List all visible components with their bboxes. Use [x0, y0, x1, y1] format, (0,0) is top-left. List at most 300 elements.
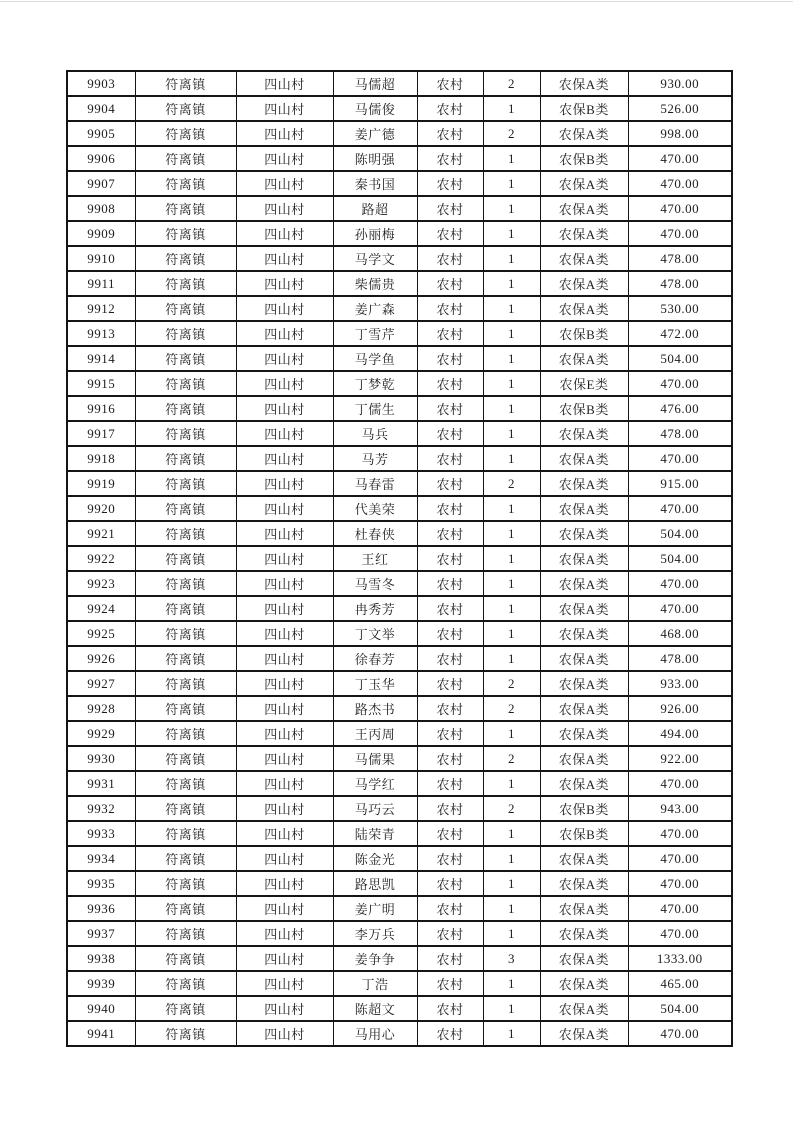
cell-id: 9911: [67, 271, 135, 296]
cell-village: 四山村: [236, 96, 333, 121]
cell-town: 符离镇: [135, 971, 236, 996]
cell-town: 符离镇: [135, 271, 236, 296]
cell-town: 符离镇: [135, 171, 236, 196]
cell-id: 9928: [67, 696, 135, 721]
table-row: [67, 296, 732, 321]
cell-amount: 922.00: [628, 746, 732, 771]
table-row: [67, 171, 732, 196]
cell-residence: 农村: [417, 1021, 483, 1046]
cell-id: 9930: [67, 746, 135, 771]
cell-count: 2: [483, 471, 540, 496]
cell-count: 1: [483, 1021, 540, 1046]
cell-category: 农保A类: [540, 471, 628, 496]
cell-amount: 526.00: [628, 96, 732, 121]
cell-category: 农保A类: [540, 971, 628, 996]
cell-amount: 494.00: [628, 721, 732, 746]
cell-name: 丁浩: [333, 971, 417, 996]
cell-village: 四山村: [236, 321, 333, 346]
cell-village: 四山村: [236, 721, 333, 746]
pension-roster-table: [66, 70, 733, 1047]
cell-village: 四山村: [236, 196, 333, 221]
cell-count: 2: [483, 71, 540, 96]
cell-category: 农保A类: [540, 496, 628, 521]
cell-name: 马兵: [333, 421, 417, 446]
cell-residence: 农村: [417, 446, 483, 471]
cell-town: 符离镇: [135, 221, 236, 246]
cell-count: 1: [483, 321, 540, 346]
cell-village: 四山村: [236, 571, 333, 596]
table-row: [67, 96, 732, 121]
cell-name: 秦书国: [333, 171, 417, 196]
cell-town: 符离镇: [135, 621, 236, 646]
cell-category: 农保A类: [540, 646, 628, 671]
cell-village: 四山村: [236, 996, 333, 1021]
cell-category: 农保A类: [540, 71, 628, 96]
cell-category: 农保A类: [540, 446, 628, 471]
cell-town: 符离镇: [135, 246, 236, 271]
cell-id: 9936: [67, 896, 135, 921]
cell-town: 符离镇: [135, 196, 236, 221]
cell-residence: 农村: [417, 521, 483, 546]
table-row: [67, 146, 732, 171]
cell-village: 四山村: [236, 771, 333, 796]
cell-id: 9941: [67, 1021, 135, 1046]
cell-category: 农保B类: [540, 321, 628, 346]
cell-id: 9935: [67, 871, 135, 896]
cell-name: 丁玉华: [333, 671, 417, 696]
table-row: [67, 396, 732, 421]
cell-count: 1: [483, 846, 540, 871]
cell-residence: 农村: [417, 396, 483, 421]
cell-town: 符离镇: [135, 721, 236, 746]
cell-town: 符离镇: [135, 446, 236, 471]
cell-town: 符离镇: [135, 796, 236, 821]
cell-town: 符离镇: [135, 846, 236, 871]
cell-id: 9905: [67, 121, 135, 146]
cell-id: 9925: [67, 621, 135, 646]
cell-amount: 478.00: [628, 271, 732, 296]
cell-category: 农保A类: [540, 996, 628, 1021]
cell-residence: 农村: [417, 821, 483, 846]
cell-village: 四山村: [236, 846, 333, 871]
cell-id: 9937: [67, 921, 135, 946]
cell-village: 四山村: [236, 671, 333, 696]
cell-name: 马儒俊: [333, 96, 417, 121]
cell-category: 农保A类: [540, 596, 628, 621]
cell-name: 马学红: [333, 771, 417, 796]
cell-residence: 农村: [417, 471, 483, 496]
cell-amount: 930.00: [628, 71, 732, 96]
cell-town: 符离镇: [135, 146, 236, 171]
cell-residence: 农村: [417, 746, 483, 771]
cell-count: 1: [483, 296, 540, 321]
cell-town: 符离镇: [135, 521, 236, 546]
cell-name: 丁梦乾: [333, 371, 417, 396]
cell-category: 农保A类: [540, 946, 628, 971]
cell-residence: 农村: [417, 621, 483, 646]
cell-village: 四山村: [236, 121, 333, 146]
cell-category: 农保A类: [540, 246, 628, 271]
cell-category: 农保B类: [540, 821, 628, 846]
cell-amount: 943.00: [628, 796, 732, 821]
cell-residence: 农村: [417, 546, 483, 571]
cell-village: 四山村: [236, 496, 333, 521]
table-row: [67, 721, 732, 746]
table-row: [67, 346, 732, 371]
table-row: [67, 221, 732, 246]
table-row: [67, 871, 732, 896]
cell-village: 四山村: [236, 296, 333, 321]
cell-count: 1: [483, 571, 540, 596]
table-row: [67, 996, 732, 1021]
cell-category: 农保A类: [540, 271, 628, 296]
cell-count: 1: [483, 171, 540, 196]
cell-name: 姜争争: [333, 946, 417, 971]
cell-amount: 470.00: [628, 921, 732, 946]
cell-count: 1: [483, 871, 540, 896]
cell-id: 9939: [67, 971, 135, 996]
cell-village: 四山村: [236, 971, 333, 996]
cell-count: 1: [483, 921, 540, 946]
cell-village: 四山村: [236, 621, 333, 646]
table-row: [67, 846, 732, 871]
cell-residence: 农村: [417, 96, 483, 121]
cell-amount: 926.00: [628, 696, 732, 721]
cell-name: 柴儒贵: [333, 271, 417, 296]
cell-id: 9921: [67, 521, 135, 546]
cell-category: 农保E类: [540, 371, 628, 396]
cell-village: 四山村: [236, 396, 333, 421]
cell-count: 1: [483, 646, 540, 671]
cell-residence: 农村: [417, 896, 483, 921]
cell-count: 2: [483, 746, 540, 771]
cell-town: 符离镇: [135, 371, 236, 396]
cell-count: 1: [483, 496, 540, 521]
cell-village: 四山村: [236, 546, 333, 571]
cell-name: 马儒果: [333, 746, 417, 771]
cell-residence: 农村: [417, 346, 483, 371]
table-row: [67, 521, 732, 546]
cell-amount: 470.00: [628, 896, 732, 921]
cell-amount: 472.00: [628, 321, 732, 346]
cell-town: 符离镇: [135, 396, 236, 421]
cell-town: 符离镇: [135, 321, 236, 346]
cell-count: 1: [483, 621, 540, 646]
cell-residence: 农村: [417, 196, 483, 221]
cell-amount: 530.00: [628, 296, 732, 321]
cell-residence: 农村: [417, 71, 483, 96]
cell-id: 9909: [67, 221, 135, 246]
table-row: [67, 921, 732, 946]
cell-village: 四山村: [236, 871, 333, 896]
cell-name: 孙丽梅: [333, 221, 417, 246]
cell-name: 马巧云: [333, 796, 417, 821]
table-row: [67, 421, 732, 446]
table-row: [67, 796, 732, 821]
cell-name: 马儒超: [333, 71, 417, 96]
cell-count: 1: [483, 271, 540, 296]
cell-category: 农保A类: [540, 546, 628, 571]
cell-name: 马芳: [333, 446, 417, 471]
cell-name: 马雪冬: [333, 571, 417, 596]
cell-name: 冉秀芳: [333, 596, 417, 621]
cell-category: 农保A类: [540, 121, 628, 146]
cell-town: 符离镇: [135, 946, 236, 971]
cell-name: 丁雪芹: [333, 321, 417, 346]
cell-residence: 农村: [417, 871, 483, 896]
cell-category: 农保A类: [540, 721, 628, 746]
cell-residence: 农村: [417, 971, 483, 996]
cell-count: 1: [483, 396, 540, 421]
cell-count: 1: [483, 971, 540, 996]
cell-name: 路杰书: [333, 696, 417, 721]
cell-village: 四山村: [236, 271, 333, 296]
table-row: [67, 546, 732, 571]
cell-name: 马学鱼: [333, 346, 417, 371]
table-row: [67, 621, 732, 646]
cell-residence: 农村: [417, 596, 483, 621]
page-top-edge-line: [0, 1, 793, 2]
cell-town: 符离镇: [135, 121, 236, 146]
cell-amount: 468.00: [628, 621, 732, 646]
cell-category: 农保B类: [540, 146, 628, 171]
table-row: [67, 571, 732, 596]
cell-id: 9926: [67, 646, 135, 671]
cell-category: 农保A类: [540, 1021, 628, 1046]
cell-count: 1: [483, 371, 540, 396]
table-row: [67, 246, 732, 271]
cell-name: 王丙周: [333, 721, 417, 746]
cell-name: 路超: [333, 196, 417, 221]
cell-residence: 农村: [417, 321, 483, 346]
cell-count: 1: [483, 771, 540, 796]
cell-category: 农保B类: [540, 796, 628, 821]
table-row: [67, 971, 732, 996]
cell-residence: 农村: [417, 696, 483, 721]
cell-amount: 470.00: [628, 821, 732, 846]
table-row: [67, 446, 732, 471]
cell-category: 农保A类: [540, 221, 628, 246]
table-row: [67, 821, 732, 846]
cell-village: 四山村: [236, 346, 333, 371]
cell-town: 符离镇: [135, 346, 236, 371]
table-row: [67, 496, 732, 521]
cell-amount: 470.00: [628, 446, 732, 471]
cell-id: 9918: [67, 446, 135, 471]
cell-id: 9938: [67, 946, 135, 971]
cell-amount: 998.00: [628, 121, 732, 146]
cell-amount: 470.00: [628, 846, 732, 871]
cell-count: 1: [483, 146, 540, 171]
cell-village: 四山村: [236, 471, 333, 496]
cell-name: 马春雷: [333, 471, 417, 496]
cell-name: 丁儒生: [333, 396, 417, 421]
cell-amount: 470.00: [628, 1021, 732, 1046]
cell-name: 姜广明: [333, 896, 417, 921]
cell-id: 9919: [67, 471, 135, 496]
cell-name: 王红: [333, 546, 417, 571]
cell-name: 陈明强: [333, 146, 417, 171]
cell-id: 9940: [67, 996, 135, 1021]
cell-name: 陆荣青: [333, 821, 417, 846]
cell-town: 符离镇: [135, 696, 236, 721]
cell-village: 四山村: [236, 246, 333, 271]
cell-village: 四山村: [236, 1021, 333, 1046]
cell-village: 四山村: [236, 371, 333, 396]
table-row: [67, 271, 732, 296]
cell-town: 符离镇: [135, 96, 236, 121]
cell-count: 1: [483, 521, 540, 546]
cell-id: 9916: [67, 396, 135, 421]
cell-residence: 农村: [417, 946, 483, 971]
cell-amount: 915.00: [628, 471, 732, 496]
table-row: [67, 471, 732, 496]
cell-category: 农保A类: [540, 296, 628, 321]
table-row: [67, 121, 732, 146]
cell-amount: 478.00: [628, 421, 732, 446]
cell-id: 9910: [67, 246, 135, 271]
cell-category: 农保A类: [540, 746, 628, 771]
cell-residence: 农村: [417, 271, 483, 296]
cell-count: 1: [483, 196, 540, 221]
cell-amount: 470.00: [628, 496, 732, 521]
cell-residence: 农村: [417, 796, 483, 821]
cell-village: 四山村: [236, 796, 333, 821]
cell-id: 9908: [67, 196, 135, 221]
cell-village: 四山村: [236, 421, 333, 446]
cell-count: 1: [483, 546, 540, 571]
table-row: [67, 746, 732, 771]
cell-residence: 农村: [417, 646, 483, 671]
cell-count: 1: [483, 721, 540, 746]
cell-id: 9922: [67, 546, 135, 571]
cell-id: 9923: [67, 571, 135, 596]
cell-residence: 农村: [417, 921, 483, 946]
cell-id: 9903: [67, 71, 135, 96]
cell-amount: 1333.00: [628, 946, 732, 971]
cell-residence: 农村: [417, 671, 483, 696]
cell-amount: 504.00: [628, 521, 732, 546]
cell-id: 9906: [67, 146, 135, 171]
cell-amount: 470.00: [628, 571, 732, 596]
cell-count: 1: [483, 596, 540, 621]
cell-village: 四山村: [236, 146, 333, 171]
cell-town: 符离镇: [135, 496, 236, 521]
cell-town: 符离镇: [135, 571, 236, 596]
cell-category: 农保A类: [540, 871, 628, 896]
cell-amount: 478.00: [628, 246, 732, 271]
cell-id: 9933: [67, 821, 135, 846]
cell-count: 1: [483, 996, 540, 1021]
cell-residence: 农村: [417, 146, 483, 171]
cell-category: 农保A类: [540, 846, 628, 871]
cell-village: 四山村: [236, 596, 333, 621]
cell-count: 1: [483, 421, 540, 446]
cell-count: 1: [483, 446, 540, 471]
cell-village: 四山村: [236, 921, 333, 946]
cell-residence: 农村: [417, 846, 483, 871]
cell-town: 符离镇: [135, 771, 236, 796]
cell-category: 农保A类: [540, 571, 628, 596]
cell-id: 9914: [67, 346, 135, 371]
cell-id: 9915: [67, 371, 135, 396]
cell-id: 9932: [67, 796, 135, 821]
table-row: [67, 696, 732, 721]
cell-id: 9931: [67, 771, 135, 796]
cell-town: 符离镇: [135, 646, 236, 671]
cell-town: 符离镇: [135, 896, 236, 921]
table-row: [67, 896, 732, 921]
cell-town: 符离镇: [135, 421, 236, 446]
cell-name: 马学文: [333, 246, 417, 271]
cell-residence: 农村: [417, 121, 483, 146]
cell-category: 农保A类: [540, 196, 628, 221]
cell-category: 农保A类: [540, 771, 628, 796]
cell-amount: 470.00: [628, 196, 732, 221]
cell-amount: 504.00: [628, 996, 732, 1021]
table-row: [67, 1021, 732, 1046]
cell-name: 丁文举: [333, 621, 417, 646]
cell-name: 姜广森: [333, 296, 417, 321]
cell-category: 农保A类: [540, 921, 628, 946]
cell-village: 四山村: [236, 946, 333, 971]
cell-category: 农保A类: [540, 521, 628, 546]
cell-residence: 农村: [417, 371, 483, 396]
cell-village: 四山村: [236, 696, 333, 721]
cell-town: 符离镇: [135, 596, 236, 621]
cell-town: 符离镇: [135, 921, 236, 946]
cell-village: 四山村: [236, 71, 333, 96]
cell-amount: 470.00: [628, 171, 732, 196]
cell-amount: 933.00: [628, 671, 732, 696]
cell-name: 代美荣: [333, 496, 417, 521]
cell-count: 1: [483, 221, 540, 246]
cell-village: 四山村: [236, 646, 333, 671]
cell-name: 陈金光: [333, 846, 417, 871]
cell-amount: 476.00: [628, 396, 732, 421]
cell-count: 2: [483, 671, 540, 696]
cell-category: 农保A类: [540, 621, 628, 646]
cell-village: 四山村: [236, 821, 333, 846]
cell-residence: 农村: [417, 296, 483, 321]
cell-town: 符离镇: [135, 296, 236, 321]
cell-name: 姜广德: [333, 121, 417, 146]
cell-residence: 农村: [417, 421, 483, 446]
cell-id: 9907: [67, 171, 135, 196]
cell-id: 9912: [67, 296, 135, 321]
cell-count: 2: [483, 796, 540, 821]
cell-count: 1: [483, 346, 540, 371]
table-row: [67, 71, 732, 96]
cell-id: 9924: [67, 596, 135, 621]
table-row: [67, 671, 732, 696]
cell-amount: 478.00: [628, 646, 732, 671]
cell-count: 1: [483, 96, 540, 121]
cell-category: 农保A类: [540, 696, 628, 721]
cell-count: 1: [483, 246, 540, 271]
cell-category: 农保A类: [540, 421, 628, 446]
cell-village: 四山村: [236, 171, 333, 196]
cell-village: 四山村: [236, 896, 333, 921]
cell-name: 杜春侠: [333, 521, 417, 546]
cell-name: 徐春芳: [333, 646, 417, 671]
table-row: [67, 646, 732, 671]
cell-village: 四山村: [236, 746, 333, 771]
cell-village: 四山村: [236, 446, 333, 471]
cell-amount: 470.00: [628, 596, 732, 621]
cell-town: 符离镇: [135, 71, 236, 96]
table-row: [67, 321, 732, 346]
